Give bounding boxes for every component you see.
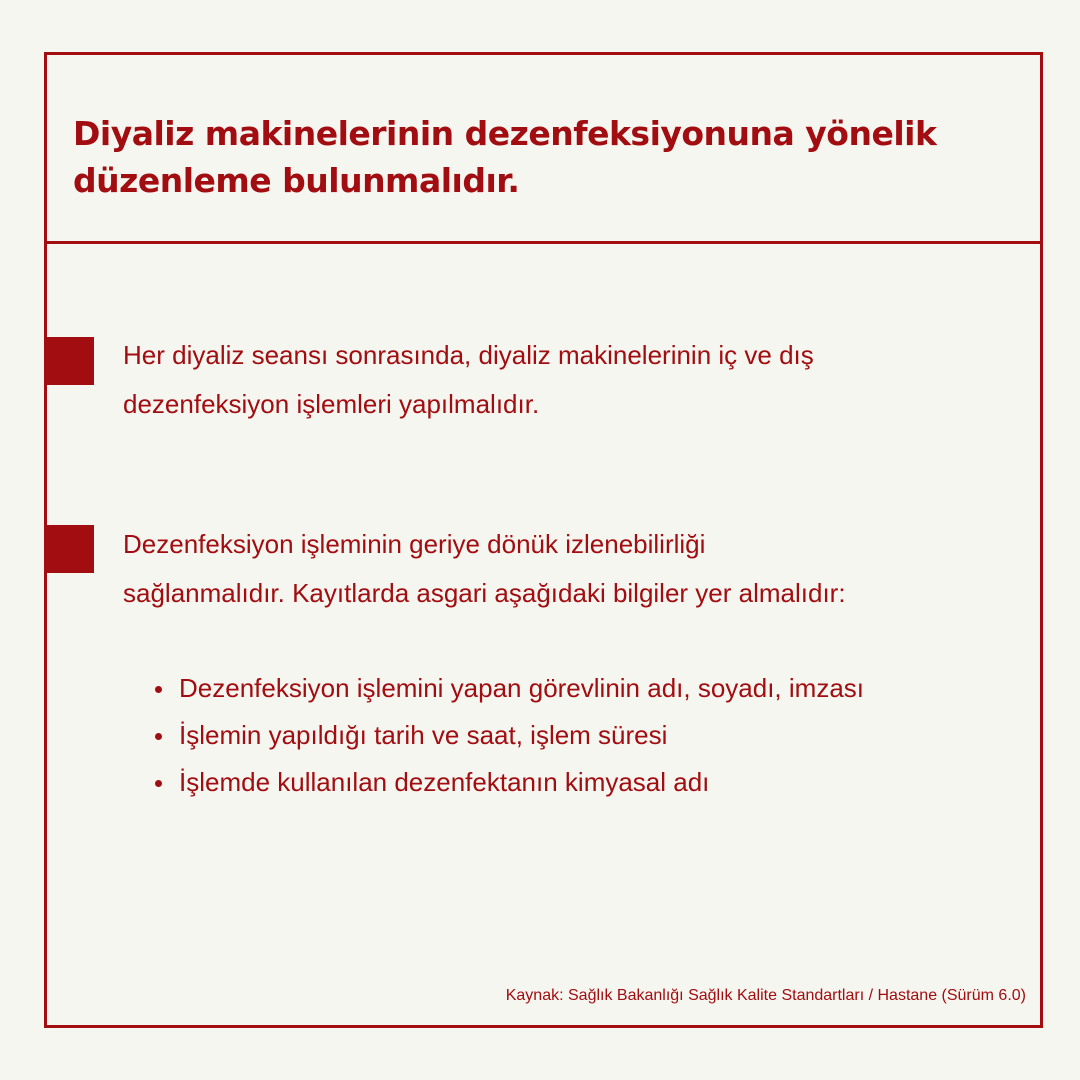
list-item-text: İşlemde kullanılan dezenfektanın kimyasal adı (179, 767, 710, 797)
paragraph-2-line-2: sağlanmalıdır. Kayıtlarda asgari aşağıdaki bilgiler yer almalıdır: (123, 578, 846, 608)
content-frame (44, 52, 1043, 1028)
list-item (153, 759, 1033, 806)
list-item-text: İşlemin yapıldığı tarih ve saat, işlem süresi (179, 720, 668, 750)
source-citation: Kaynak: Sağlık Bakanlığı Sağlık Kalite Standartları / Hastane (Sürüm 6.0) (505, 987, 1026, 1004)
paragraph-2-line-1: Dezenfeksiyon işleminin geriye dönük izlenebilirliği (123, 529, 706, 559)
paragraph-1-line-1: Her diyaliz seansı sonrasında, diyaliz makinelerinin iç ve dış (123, 340, 814, 370)
bullet-dot-icon (155, 780, 162, 787)
paragraph-1-line-2: dezenfeksiyon işlemleri yapılmalıdır. (123, 389, 540, 419)
paragraph-2 (123, 520, 1003, 618)
title-line-1: Diyaliz makinelerinin dezenfeksiyonuna yönelik (73, 114, 937, 153)
list-item-text: Dezenfeksiyon işlemini yapan görevlinin adı, soyadı, imzası (179, 673, 865, 703)
list-item (153, 665, 1033, 712)
section-marker-1 (47, 337, 94, 385)
header-section (47, 55, 1040, 244)
page-title (73, 110, 1013, 204)
section-marker-2 (47, 525, 94, 573)
paragraph-1 (123, 331, 1003, 429)
title-line-2: düzenleme bulunmalıdır. (73, 161, 520, 200)
requirements-list (153, 665, 1033, 806)
bullet-dot-icon (155, 733, 162, 740)
bullet-dot-icon (155, 686, 162, 693)
list-item (153, 712, 1033, 759)
